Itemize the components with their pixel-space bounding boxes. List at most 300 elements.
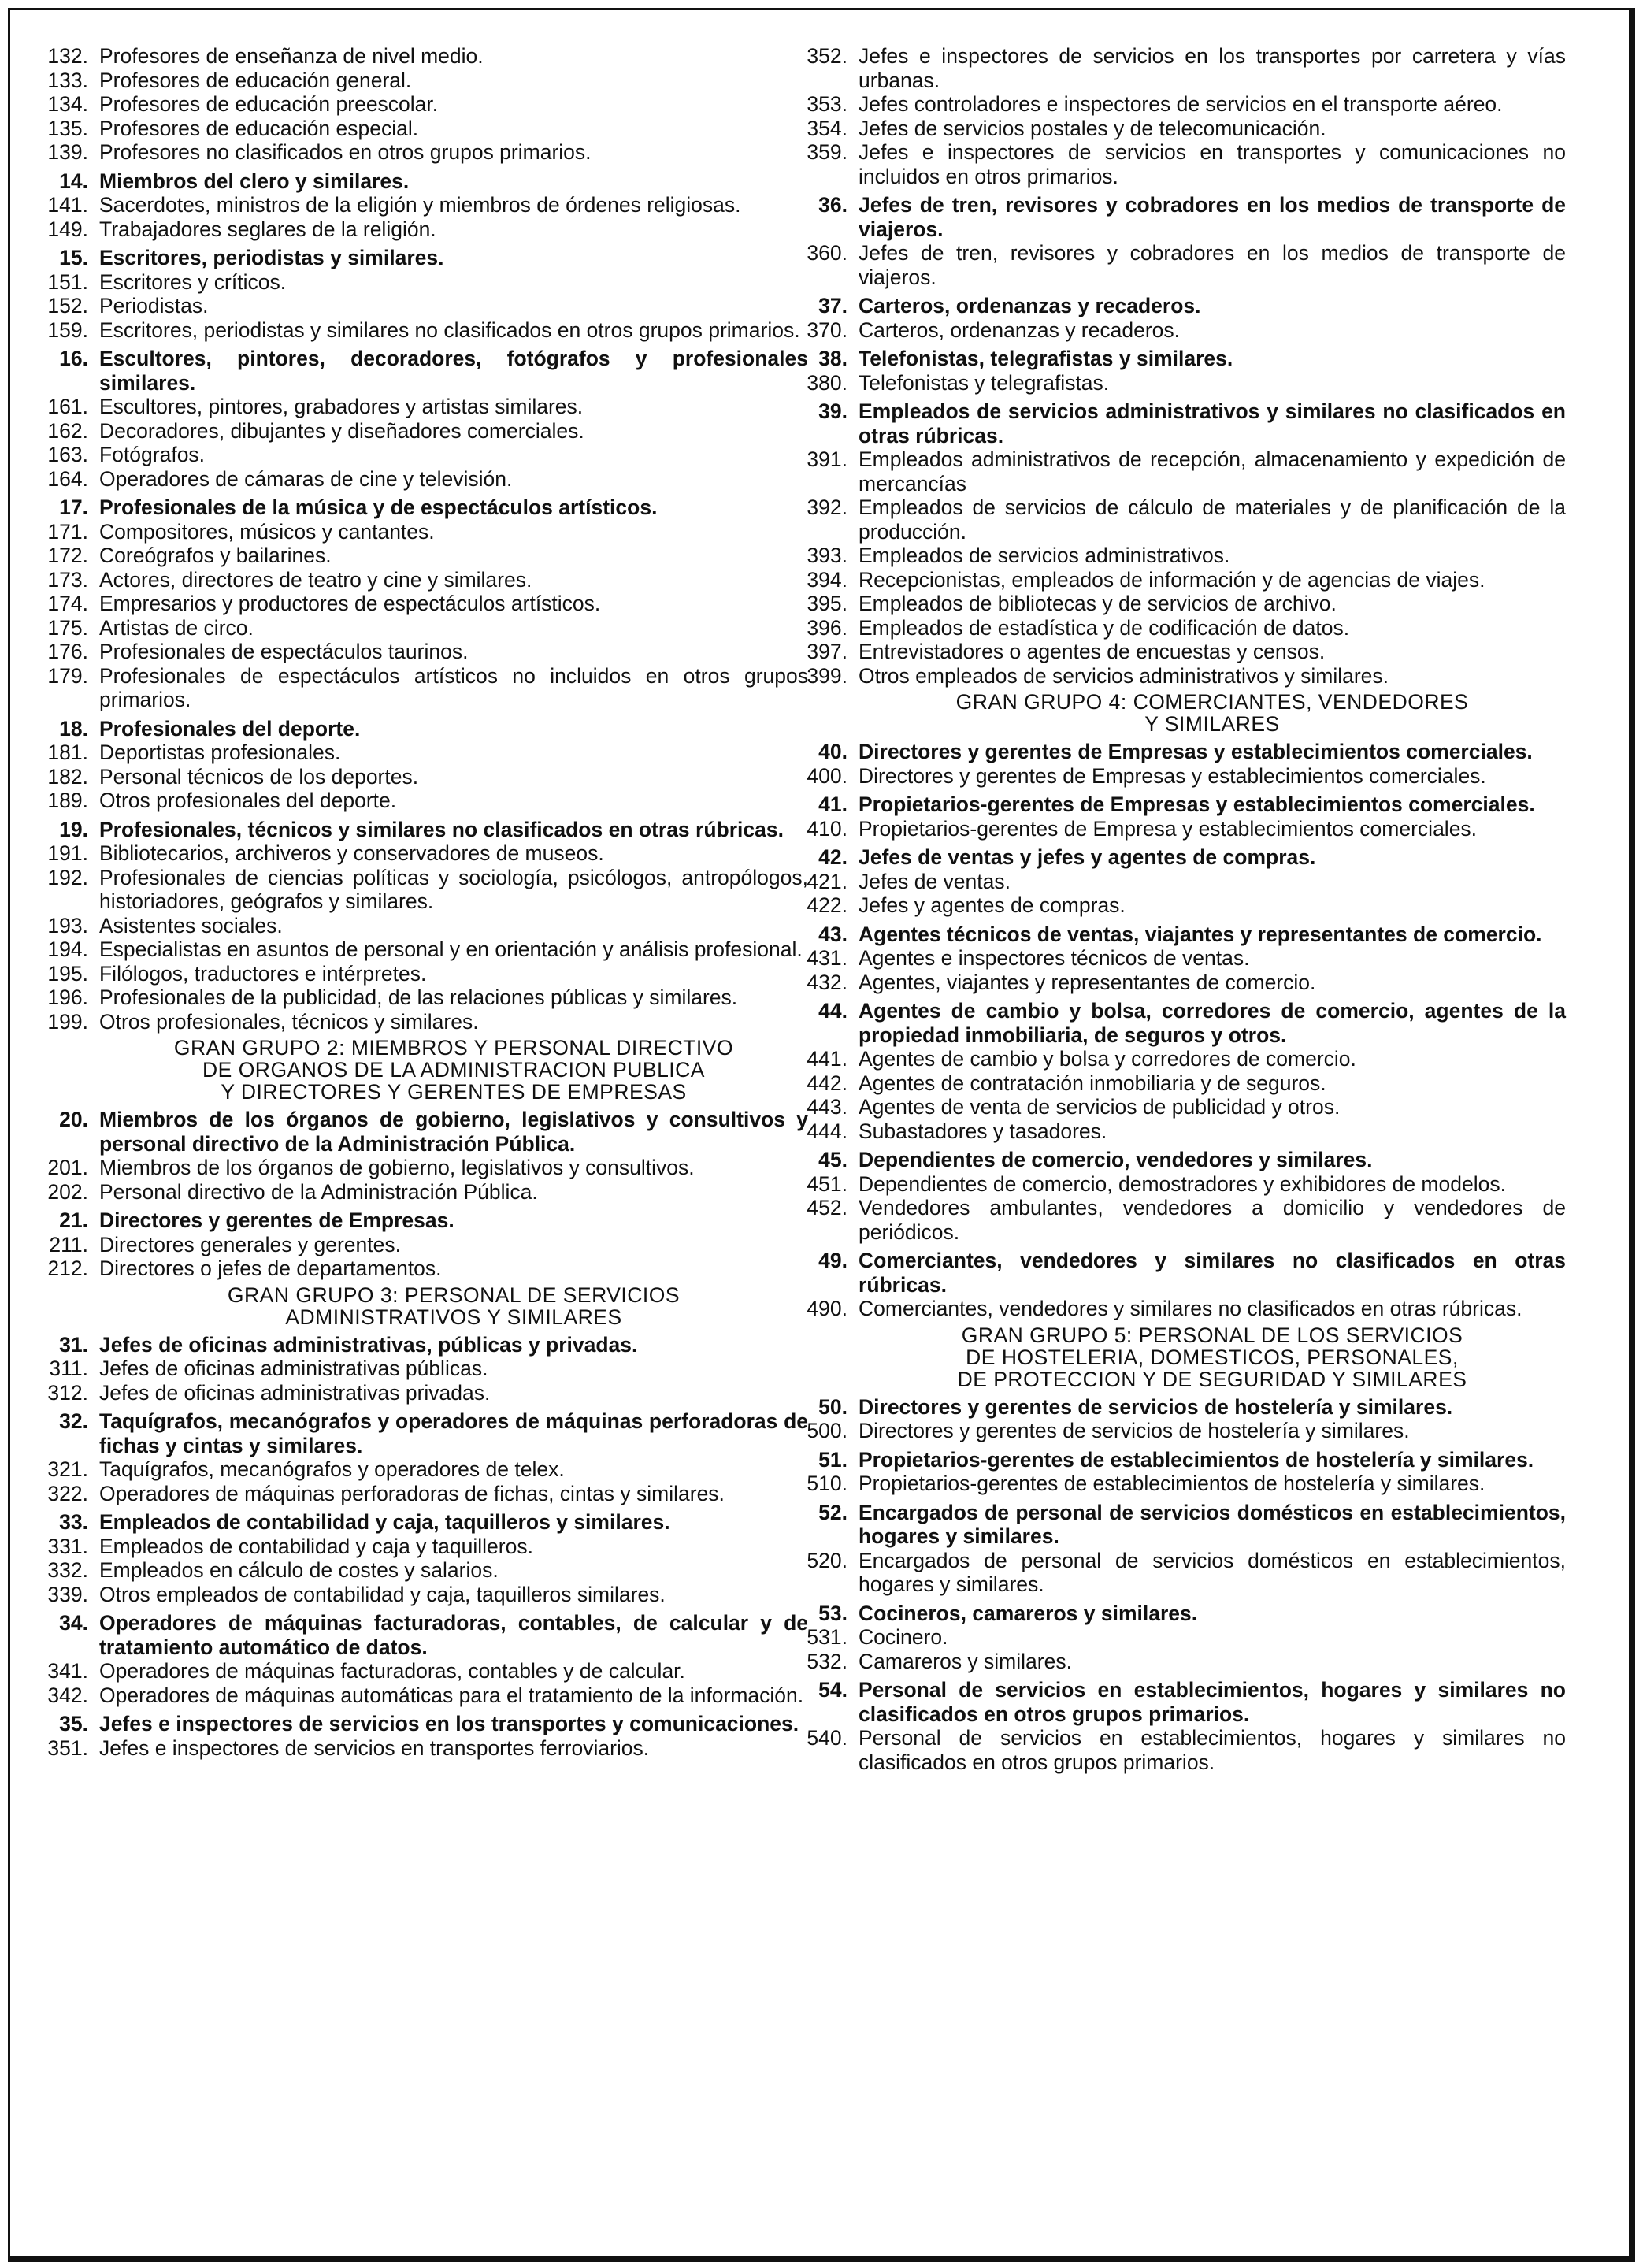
group-heading-line: Y DIRECTORES Y GERENTES DE EMPRESAS xyxy=(221,1080,687,1104)
entry-description: Empleados en cálculo de costes y salarios. xyxy=(99,1558,499,1582)
occupation-entry xyxy=(47,1481,808,1506)
entry-description: Profesores de enseñanza de nivel medio. xyxy=(99,44,484,68)
entry-description: Empleados administrativos de recepción, almacenamiento y expedición de mercancías xyxy=(859,447,1566,496)
occupation-entry xyxy=(47,764,808,789)
entry-description: Agentes de cambio y bolsa y corredores de comercio. xyxy=(859,1047,1356,1071)
group-heading-line: GRAN GRUPO 5: PERSONAL DE LOS SERVICIOS xyxy=(961,1323,1463,1347)
entry-code: 171. xyxy=(47,519,88,544)
entry-code: 37. xyxy=(818,294,847,317)
occupation-entry xyxy=(47,640,808,664)
entry-description: Empleados de servicios administrativos y similares no clasificados en otras rúbricas. xyxy=(859,399,1566,447)
group-heading-line: GRAN GRUPO 3: PERSONAL DE SERVICIOS xyxy=(227,1282,681,1307)
group-heading xyxy=(99,1284,808,1328)
entry-code: 400. xyxy=(807,763,847,788)
entry-description: Profesionales de la música y de espectáculos artísticos. xyxy=(99,496,658,519)
entry-description: Cocinero. xyxy=(859,1625,948,1649)
occupation-entry xyxy=(49,1357,808,1381)
entry-description: Jefes de ventas y jefes y agentes de compras. xyxy=(859,845,1316,869)
occupation-entry xyxy=(47,269,808,295)
entry-code: 34. xyxy=(59,1611,88,1635)
entry-code: 370. xyxy=(807,317,847,342)
occupation-entry xyxy=(47,1380,808,1405)
occupation-entry xyxy=(807,567,1566,592)
occupation-entry xyxy=(807,1649,1566,1674)
occupation-entry xyxy=(807,1297,1566,1321)
entry-description: Personal de servicios en establecimientos, hogares y similares no clasificados en otros grupos primarios. xyxy=(859,1678,1566,1726)
entry-code: 351. xyxy=(47,1735,88,1760)
group-heading xyxy=(859,691,1566,735)
entry-code: 176. xyxy=(47,640,88,663)
entry-description: Personal directivo de la Administración Pública. xyxy=(99,1179,538,1204)
entry-description: Directores y gerentes de servicios de hostelería y similares. xyxy=(859,1419,1410,1442)
entry-code: 443. xyxy=(807,1095,847,1119)
subgroup-entry xyxy=(818,1394,1566,1420)
occupation-entry xyxy=(47,986,808,1010)
entry-description: Propietarios-gerentes de establecimientos de hostelería y similares. xyxy=(859,1472,1485,1495)
entry-code: 31. xyxy=(59,1332,88,1357)
entry-code: 391. xyxy=(807,447,847,471)
occupation-entry xyxy=(47,937,808,962)
subgroup-entry xyxy=(59,1712,808,1736)
entry-code: 532. xyxy=(807,1649,847,1673)
subgroup-entry xyxy=(59,817,808,842)
occupation-entry xyxy=(807,1047,1566,1071)
occupation-entry xyxy=(47,519,808,544)
entry-code: 410. xyxy=(807,816,847,841)
entry-description: Entrevistadores o agentes de encuestas y censos. xyxy=(859,640,1326,663)
occupation-entry xyxy=(807,44,1566,92)
entry-code: 18. xyxy=(59,716,88,741)
occupation-entry xyxy=(807,640,1566,664)
entry-code: 49. xyxy=(818,1249,847,1272)
entry-code: 201. xyxy=(47,1156,88,1179)
occupation-entry xyxy=(47,92,808,117)
entry-code: 151. xyxy=(47,269,88,294)
entry-code: 510. xyxy=(807,1472,847,1495)
subgroup-entry xyxy=(818,347,1566,371)
entry-description: Propietarios-gerentes de Empresas y establecimientos comerciales. xyxy=(859,793,1535,816)
entry-code: 20. xyxy=(59,1108,88,1131)
entry-description: Empresarios y productores de espectáculos artísticos. xyxy=(99,592,601,615)
occupation-entry xyxy=(47,544,808,568)
entry-code: 162. xyxy=(47,418,88,443)
entry-description: Jefes e inspectores de servicios en transportes y comunicaciones no incluidos en otros primarios. xyxy=(859,140,1566,188)
occupation-entry xyxy=(807,1726,1566,1774)
entry-code: 394. xyxy=(807,567,847,592)
subgroup-entry xyxy=(818,1601,1566,1626)
entry-code: 21. xyxy=(59,1208,88,1232)
entry-description: Trabajadores seglares de la religión. xyxy=(99,217,436,241)
occupation-entry xyxy=(47,1558,808,1583)
entry-description: Otros profesionales del deporte. xyxy=(99,789,397,812)
group-heading xyxy=(859,1324,1566,1390)
entry-code: 191. xyxy=(47,841,88,865)
entry-code: 500. xyxy=(807,1419,847,1442)
occupation-entry xyxy=(47,1534,808,1559)
occupation-entry xyxy=(47,663,808,712)
occupation-entry xyxy=(807,763,1566,789)
entry-description: Jefes e inspectores de servicios en transportes ferroviarios. xyxy=(99,1735,650,1760)
entry-description: Directores y gerentes de servicios de hostelería y similares. xyxy=(859,1394,1453,1419)
entry-code: 341. xyxy=(47,1659,88,1683)
subgroup-entry xyxy=(818,1447,1566,1472)
entry-code: 182. xyxy=(47,764,88,789)
entry-code: 174. xyxy=(47,592,88,615)
occupation-entry xyxy=(807,116,1566,141)
entry-description: Jefes de tren, revisores y cobradores en los medios de transporte de viajeros. xyxy=(859,241,1566,289)
entry-description: Taquígrafos, mecanógrafos y operadores de telex. xyxy=(99,1457,565,1481)
entry-description: Decoradores, dibujantes y diseñadores comerciales. xyxy=(99,418,584,443)
occupation-entry xyxy=(47,741,808,765)
entry-code: 322. xyxy=(47,1481,88,1505)
entry-code: 17. xyxy=(59,496,88,519)
subgroup-entry xyxy=(59,1208,808,1233)
entry-code: 41. xyxy=(818,793,847,816)
entry-description: Profesionales de ciencias políticas y sociología, psicólogos, antropólogos, historiadores, geógrafos y similares. xyxy=(99,865,808,913)
entry-description: Empleados de bibliotecas y de servicios de archivo. xyxy=(859,592,1337,615)
entry-code: 42. xyxy=(818,845,847,869)
occupation-entry xyxy=(47,961,808,986)
entry-description: Telefonistas y telegrafistas. xyxy=(859,370,1110,395)
entry-description: Profesores de educación especial. xyxy=(99,116,419,140)
entry-description: Miembros del clero y similares. xyxy=(99,169,410,193)
subgroup-entry xyxy=(818,1500,1566,1549)
occupation-entry xyxy=(47,1009,808,1034)
occupation-entry xyxy=(47,567,808,592)
occupation-entry xyxy=(49,1232,808,1257)
entry-description: Otros empleados de contabilidad y caja, taquilleros similares. xyxy=(99,1582,666,1606)
entry-description: Sacerdotes, ministros de la eligión y miembros de órdenes religiosas. xyxy=(99,193,741,217)
occupation-entry xyxy=(807,1625,1566,1650)
entry-code: 442. xyxy=(807,1071,847,1095)
entry-description: Asistentes sociales. xyxy=(99,913,283,937)
entry-description: Profesionales del deporte. xyxy=(99,716,361,741)
entry-code: 202. xyxy=(47,1179,88,1204)
group-heading-line: GRAN GRUPO 4: COMERCIANTES, VENDEDORES xyxy=(955,690,1469,714)
entry-code: 312. xyxy=(47,1380,88,1405)
entry-code: 134. xyxy=(47,92,88,116)
entry-code: 399. xyxy=(807,663,847,688)
occupation-entry xyxy=(47,1256,808,1281)
occupation-entry xyxy=(807,140,1566,188)
entry-code: 531. xyxy=(807,1625,847,1649)
entry-code: 520. xyxy=(807,1548,847,1572)
subgroup-entry xyxy=(818,294,1566,318)
occupation-entry xyxy=(807,496,1566,544)
entry-code: 332. xyxy=(47,1558,88,1582)
subgroup-entry xyxy=(818,922,1566,947)
entry-description: Directores generales y gerentes. xyxy=(99,1232,401,1256)
occupation-entry xyxy=(807,1419,1566,1443)
entry-description: Recepcionistas, empleados de información y de agencias de viajes. xyxy=(859,567,1485,592)
entry-description: Deportistas profesionales. xyxy=(99,741,341,764)
entry-description: Filólogos, traductores e intérpretes. xyxy=(99,961,427,986)
entry-description: Personal técnicos de los deportes. xyxy=(99,764,419,789)
entry-description: Agentes, viajantes y representantes de comercio. xyxy=(859,970,1316,994)
occupation-entry xyxy=(47,1735,808,1761)
left-column xyxy=(47,44,808,1760)
entry-code: 211. xyxy=(49,1232,88,1256)
entry-description: Agentes técnicos de ventas, viajantes y representantes de comercio. xyxy=(859,922,1542,946)
entry-description: Propietarios-gerentes de Empresa y establecimientos comerciales. xyxy=(859,816,1478,841)
entry-code: 139. xyxy=(47,140,88,164)
entry-description: Directores y gerentes de Empresas y establecimientos comerciales. xyxy=(859,740,1533,763)
entry-description: Subastadores y tasadores. xyxy=(859,1119,1107,1143)
entry-code: 163. xyxy=(47,443,88,466)
entry-description: Agentes de venta de servicios de publicidad y otros. xyxy=(859,1095,1341,1119)
entry-description: Jefes de oficinas administrativas públicas. xyxy=(99,1357,488,1380)
occupation-entry xyxy=(47,841,808,866)
entry-code: 352. xyxy=(807,44,847,68)
occupation-entry xyxy=(807,1119,1566,1144)
subgroup-entry xyxy=(818,845,1566,870)
entry-code: 421. xyxy=(807,869,847,893)
entry-description: Profesores de educación preescolar. xyxy=(99,92,439,116)
occupation-entry xyxy=(807,816,1566,841)
entry-code: 354. xyxy=(807,116,847,140)
occupation-entry xyxy=(47,789,808,813)
entry-code: 342. xyxy=(47,1683,88,1707)
entry-description: Profesionales, técnicos y similares no clasificados en otras rúbricas. xyxy=(99,817,784,841)
entry-code: 380. xyxy=(807,370,847,395)
entry-code: 135. xyxy=(47,116,88,140)
subgroup-entry xyxy=(59,716,808,741)
entry-description: Empleados de estadística y de codificación de datos. xyxy=(859,615,1350,640)
subgroup-entry xyxy=(59,496,808,520)
entry-description: Operadores de máquinas facturadoras, contables, de calcular y de tratamiento automático de datos. xyxy=(99,1611,808,1659)
entry-code: 159. xyxy=(47,317,88,342)
entry-description: Profesores de educación general. xyxy=(99,68,412,92)
entry-description: Jefes e inspectores de servicios en los transportes y comunicaciones. xyxy=(99,1712,799,1735)
occupation-entry xyxy=(47,68,808,93)
occupation-entry xyxy=(807,370,1566,395)
occupation-entry xyxy=(47,395,808,419)
entry-description: Coreógrafos y bailarines. xyxy=(99,544,332,567)
entry-description: Bibliotecarios, archiveros y conservadores de museos. xyxy=(99,841,604,865)
occupation-entry xyxy=(47,615,808,640)
subgroup-entry xyxy=(59,1108,808,1156)
entry-code: 52. xyxy=(818,1500,847,1524)
entry-description: Escritores y críticos. xyxy=(99,269,287,294)
entry-code: 196. xyxy=(47,986,88,1009)
occupation-entry xyxy=(807,592,1566,616)
occupation-entry xyxy=(47,1683,808,1708)
occupation-entry xyxy=(807,1196,1566,1244)
entry-description: Fotógrafos. xyxy=(99,443,206,466)
entry-code: 199. xyxy=(47,1009,88,1034)
subgroup-entry xyxy=(818,1148,1566,1172)
entry-description: Carteros, ordenanzas y recaderos. xyxy=(859,317,1181,342)
entry-description: Camareros y similares. xyxy=(859,1649,1072,1673)
group-heading-line: ADMINISTRATIVOS Y SIMILARES xyxy=(285,1305,622,1329)
entry-description: Encargados de personal de servicios domésticos en establecimientos, hogares y similares. xyxy=(859,1500,1566,1548)
occupation-entry xyxy=(47,1156,808,1180)
entry-code: 133. xyxy=(47,68,88,92)
entry-description: Miembros de los órganos de gobierno, legislativos y consultivos. xyxy=(99,1156,695,1179)
entry-description: Operadores de máquinas automáticas para el tratamiento de la información. xyxy=(99,1683,804,1707)
subgroup-entry xyxy=(59,347,808,395)
entry-code: 395. xyxy=(807,592,847,615)
occupation-entry xyxy=(47,217,808,242)
entry-code: 451. xyxy=(807,1171,847,1196)
entry-code: 392. xyxy=(807,496,847,519)
entry-code: 51. xyxy=(818,1447,847,1472)
entry-code: 36. xyxy=(818,193,847,217)
entry-description: Agentes e inspectores técnicos de ventas. xyxy=(859,946,1250,970)
entry-code: 540. xyxy=(807,1726,847,1750)
entry-code: 15. xyxy=(59,246,88,269)
entry-code: 175. xyxy=(47,615,88,640)
entry-description: Comerciantes, vendedores y similares no clasificados en otras rúbricas. xyxy=(859,1249,1566,1297)
entry-description: Jefes de servicios postales y de telecomunicación. xyxy=(859,116,1326,140)
entry-code: 44. xyxy=(818,999,847,1023)
entry-code: 181. xyxy=(47,741,88,764)
entry-code: 33. xyxy=(59,1510,88,1534)
occupation-entry xyxy=(47,116,808,141)
entry-description: Jefes e inspectores de servicios en los transportes por carretera y vías urbanas. xyxy=(859,44,1566,92)
entry-code: 431. xyxy=(807,946,847,970)
entry-code: 452. xyxy=(807,1196,847,1219)
occupation-entry xyxy=(47,865,808,914)
entry-description: Compositores, músicos y cantantes. xyxy=(99,519,435,544)
entry-code: 353. xyxy=(807,92,847,116)
occupation-entry xyxy=(47,1457,808,1482)
entry-description: Empleados de servicios de cálculo de materiales y de planificación de la producción. xyxy=(859,496,1566,544)
entry-code: 39. xyxy=(818,399,847,423)
entry-description: Otros profesionales, técnicos y similares. xyxy=(99,1009,479,1034)
entry-description: Artistas de circo. xyxy=(99,615,254,640)
occupation-entry xyxy=(807,447,1566,496)
subgroup-entry xyxy=(818,1249,1566,1297)
entry-code: 50. xyxy=(818,1394,847,1419)
entry-code: 393. xyxy=(807,544,847,567)
entry-description: Cocineros, camareros y similares. xyxy=(859,1601,1198,1625)
entry-description: Telefonistas, telegrafistas y similares. xyxy=(859,347,1233,370)
occupation-entry xyxy=(807,1171,1566,1197)
subgroup-entry xyxy=(59,1409,808,1457)
entry-code: 43. xyxy=(818,922,847,946)
entry-description: Jefes de tren, revisores y cobradores en los medios de transporte de viajeros. xyxy=(859,193,1566,241)
entry-description: Vendedores ambulantes, vendedores a domicilio y vendedores de periódicos. xyxy=(859,1196,1566,1244)
entry-code: 19. xyxy=(59,817,88,841)
entry-code: 193. xyxy=(47,913,88,937)
entry-description: Profesionales de espectáculos taurinos. xyxy=(99,640,469,663)
entry-code: 396. xyxy=(807,615,847,640)
entry-description: Escritores, periodistas y similares no clasificados en otros grupos primarios. xyxy=(99,317,800,342)
entry-code: 152. xyxy=(47,294,88,317)
entry-description: Escultores, pintores, grabadores y artistas similares. xyxy=(99,395,584,418)
entry-code: 311. xyxy=(49,1357,88,1380)
entry-description: Agentes de cambio y bolsa, corredores de comercio, agentes de la propiedad inmobiliaria, de seguros y otros. xyxy=(859,999,1566,1047)
entry-description: Escultores, pintores, decoradores, fotógrafos y profesionales similares. xyxy=(99,347,808,395)
group-heading-line: DE PROTECCION Y DE SEGURIDAD Y SIMILARES xyxy=(957,1367,1467,1391)
entry-code: 195. xyxy=(47,961,88,986)
occupation-entry xyxy=(807,970,1566,995)
entry-code: 179. xyxy=(47,663,88,688)
entry-code: 32. xyxy=(59,1409,88,1433)
entry-description: Empleados de contabilidad y caja, taquilleros y similares. xyxy=(99,1510,670,1534)
entry-code: 172. xyxy=(47,544,88,567)
entry-description: Empleados de servicios administrativos. xyxy=(859,544,1230,567)
occupation-entry xyxy=(807,893,1566,918)
subgroup-entry xyxy=(59,246,808,270)
entry-code: 212. xyxy=(47,1256,88,1280)
entry-code: 397. xyxy=(807,640,847,663)
entry-description: Operadores de cámaras de cine y televisión. xyxy=(99,466,513,491)
entry-description: Dependientes de comercio, demostradores y exhibidores de modelos. xyxy=(859,1171,1506,1196)
entry-description: Jefes de ventas. xyxy=(859,869,1011,893)
entry-code: 432. xyxy=(807,970,847,994)
entry-description: Directores y gerentes de Empresas. xyxy=(99,1208,454,1232)
entry-description: Propietarios-gerentes de establecimientos de hostelería y similares. xyxy=(859,1447,1534,1472)
group-heading-line: Y SIMILARES xyxy=(1144,712,1280,736)
entry-code: 141. xyxy=(47,193,88,217)
entry-description: Periodistas. xyxy=(99,294,209,317)
entry-code: 359. xyxy=(807,140,847,164)
occupation-entry xyxy=(807,1472,1566,1496)
entry-description: Operadores de máquinas facturadoras, contables y de calcular. xyxy=(99,1659,685,1683)
entry-code: 339. xyxy=(47,1582,88,1606)
entry-code: 149. xyxy=(47,217,88,241)
subgroup-entry xyxy=(59,1332,808,1357)
occupation-entry xyxy=(807,946,1566,971)
entry-code: 422. xyxy=(807,893,847,917)
entry-code: 360. xyxy=(807,241,847,265)
entry-description: Directores y gerentes de Empresas y establecimientos comerciales. xyxy=(859,763,1486,788)
occupation-entry xyxy=(807,92,1566,117)
occupation-entry xyxy=(807,869,1566,894)
entry-description: Jefes y agentes de compras. xyxy=(859,893,1126,917)
entry-code: 321. xyxy=(47,1457,88,1481)
occupation-entry xyxy=(47,294,808,318)
occupation-entry xyxy=(807,317,1566,343)
subgroup-entry xyxy=(818,193,1566,241)
subgroup-entry xyxy=(818,999,1566,1047)
group-heading-line: DE ORGANOS DE LA ADMINISTRACION PUBLICA xyxy=(202,1058,705,1082)
entry-code: 189. xyxy=(47,789,88,812)
entry-description: Agentes de contratación inmobiliaria y de seguros. xyxy=(859,1071,1326,1095)
occupation-entry xyxy=(47,592,808,616)
occupation-entry xyxy=(47,913,808,938)
subgroup-entry xyxy=(818,740,1566,764)
entry-code: 194. xyxy=(47,937,88,961)
entry-code: 164. xyxy=(47,466,88,491)
entry-description: Otros empleados de servicios administrativos y similares. xyxy=(859,663,1389,688)
group-heading-line: GRAN GRUPO 2: MIEMBROS Y PERSONAL DIRECTIVO xyxy=(173,1036,734,1060)
entry-code: 192. xyxy=(47,865,88,889)
entry-description: Operadores de máquinas perforadoras de fichas, cintas y similares. xyxy=(99,1481,725,1505)
entry-description: Personal de servicios en establecimientos, hogares y similares no clasificados en otros grupos primarios. xyxy=(859,1726,1566,1774)
entry-description: Empleados de contabilidad y caja y taquilleros. xyxy=(99,1534,533,1558)
occupation-entry xyxy=(47,44,808,69)
group-heading xyxy=(99,1037,808,1103)
entry-code: 490. xyxy=(807,1297,847,1320)
entry-code: 173. xyxy=(47,567,88,592)
entry-code: 132. xyxy=(47,44,88,68)
occupation-entry xyxy=(47,317,808,343)
subgroup-entry xyxy=(59,1611,808,1659)
entry-description: Carteros, ordenanzas y recaderos. xyxy=(859,294,1201,317)
subgroup-entry xyxy=(818,399,1566,447)
subgroup-entry xyxy=(818,1678,1566,1726)
entry-description: Profesores no clasificados en otros grupos primarios. xyxy=(99,140,592,164)
entry-code: 40. xyxy=(818,740,847,763)
occupation-entry xyxy=(807,663,1566,689)
entry-description: Profesionales de la publicidad, de las relaciones públicas y similares. xyxy=(99,986,738,1009)
occupation-entry xyxy=(47,443,808,467)
entry-description: Profesionales de espectáculos artísticos no incluidos en otros grupos primarios. xyxy=(99,663,808,711)
entry-description: Directores o jefes de departamentos. xyxy=(99,1256,442,1280)
